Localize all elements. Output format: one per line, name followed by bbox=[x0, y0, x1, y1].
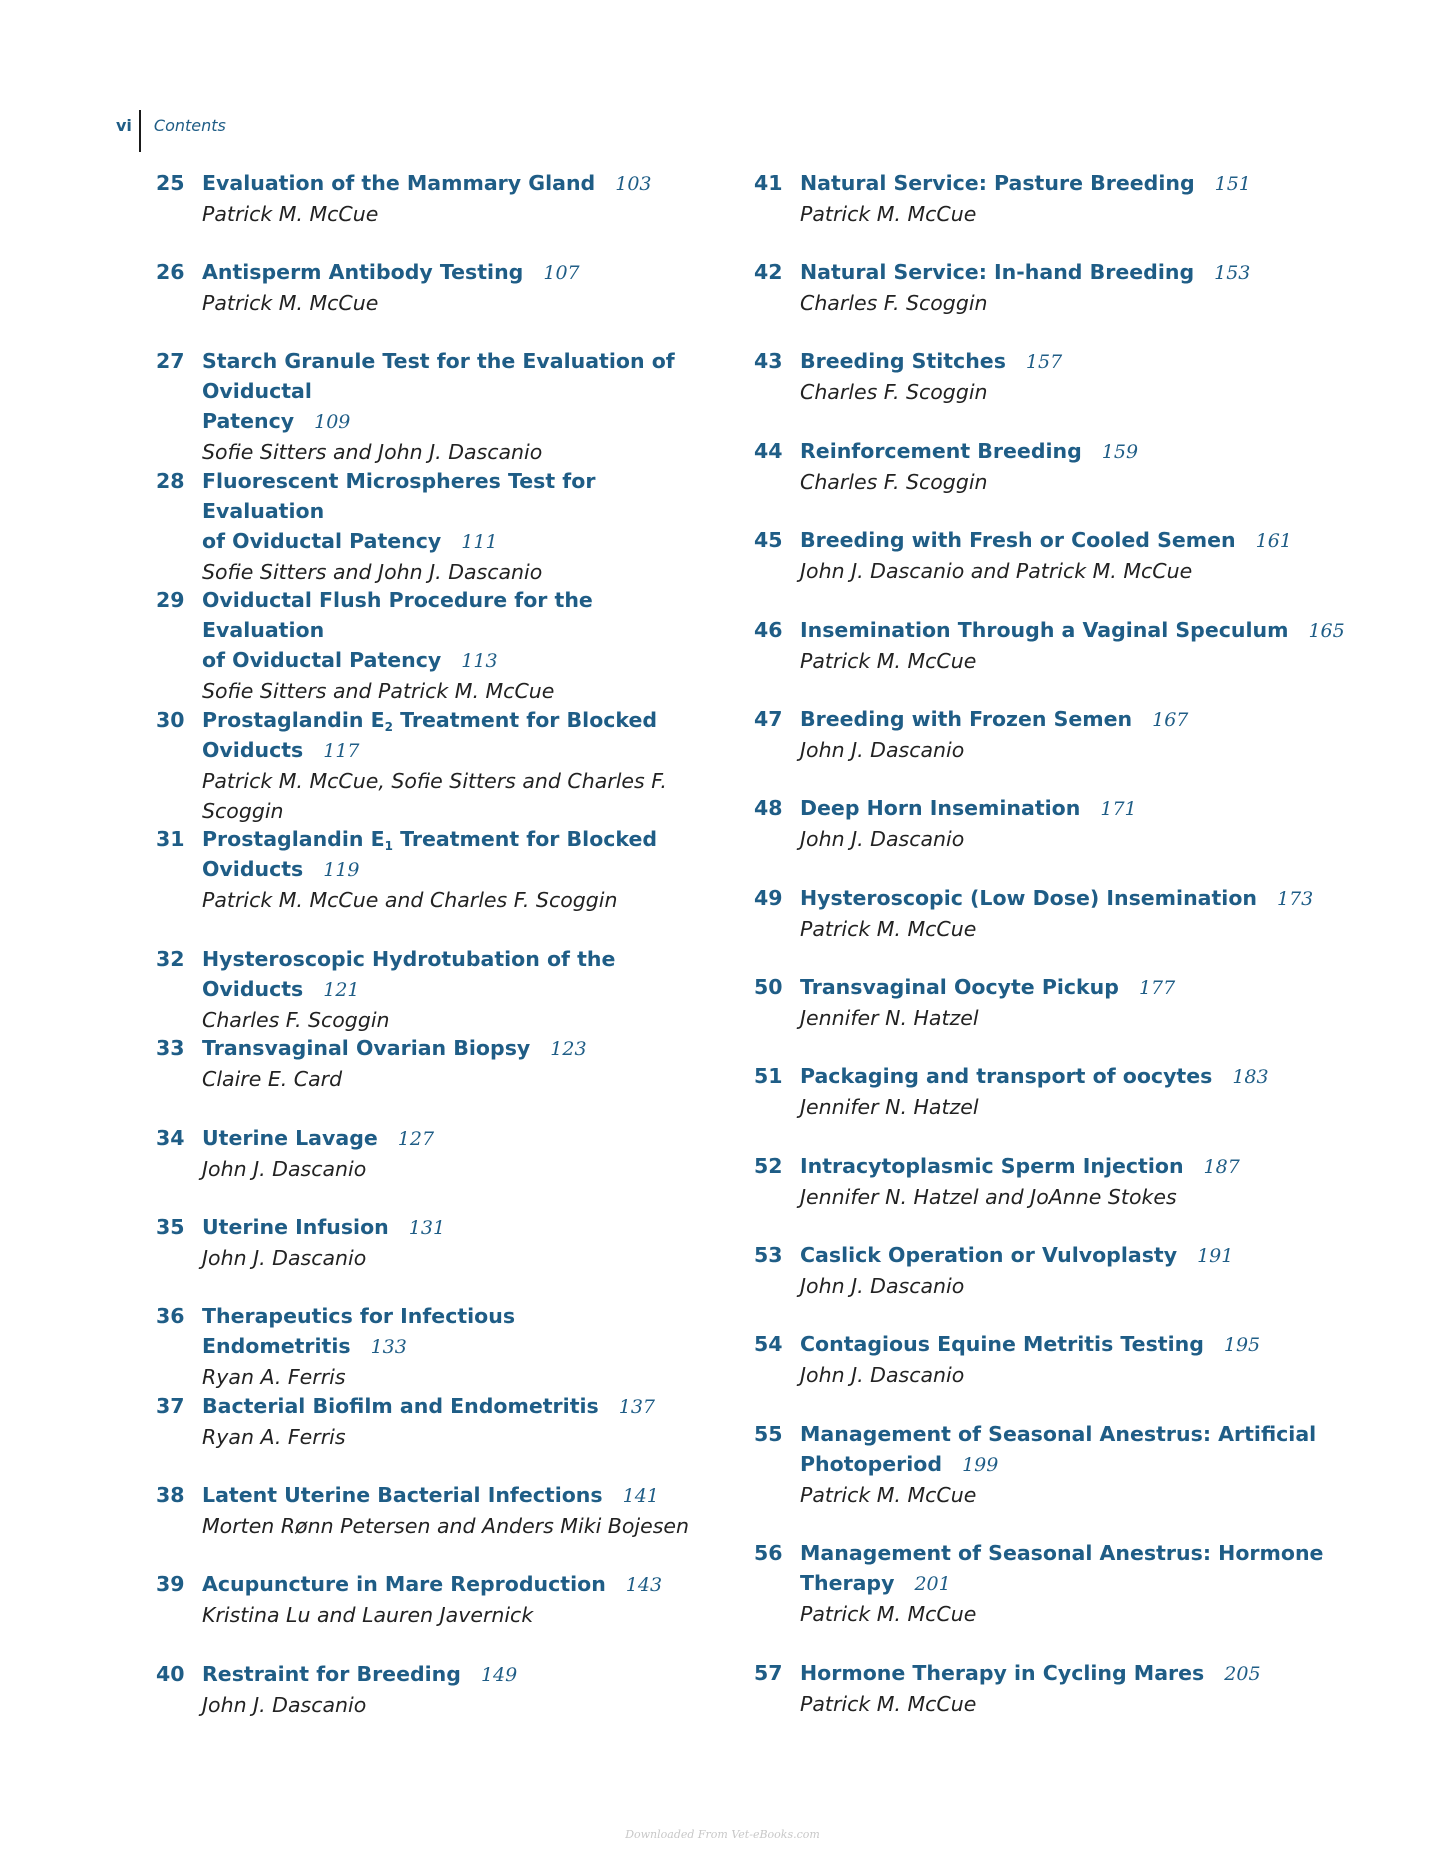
chapter-title-text: Prostaglandin E bbox=[202, 708, 385, 732]
chapter-page-number: 133 bbox=[370, 1336, 407, 1358]
chapter-title-text: Caslick Operation or Vulvoplasty bbox=[800, 1243, 1178, 1267]
chapter-title-text: Fluorescent Microspheres Test for Evaluation bbox=[202, 469, 596, 523]
chapter-title bbox=[202, 705, 716, 766]
toc-entry-body bbox=[202, 1659, 716, 1720]
chapter-title-text: Prostaglandin E bbox=[202, 827, 385, 851]
chapter-title-text: Intracytoplasmic Sperm Injection bbox=[800, 1154, 1184, 1178]
chapter-title-text: Management of Seasonal Anestrus: Hormone bbox=[800, 1541, 1324, 1565]
chapter-authors: John J. Dascanio bbox=[202, 1157, 367, 1181]
chapter-title bbox=[202, 1301, 716, 1362]
toc-entry-body bbox=[202, 1480, 716, 1541]
chapter-number: 29 bbox=[156, 588, 185, 612]
chapter-title-text: Therapy bbox=[800, 1571, 895, 1595]
chapter-title bbox=[202, 1569, 716, 1600]
chapter-title-text: Hysteroscopic (Low Dose) Insemination bbox=[800, 886, 1257, 910]
chapter-page-number: 165 bbox=[1308, 620, 1345, 642]
chapter-number: 37 bbox=[156, 1394, 185, 1418]
chapter-authors: Patrick M. McCue bbox=[202, 291, 379, 315]
chapter-title-text: Therapeutics for Infectious Endometritis bbox=[202, 1304, 516, 1358]
chapter-title bbox=[202, 1033, 716, 1064]
chapter-page-number: 109 bbox=[314, 411, 351, 433]
toc-entry-body bbox=[800, 257, 1354, 318]
toc-entry-body bbox=[800, 883, 1354, 944]
toc-entry-body bbox=[202, 1033, 716, 1094]
chapter-page-number: 173 bbox=[1277, 888, 1314, 910]
chapter-page-number: 113 bbox=[461, 650, 498, 672]
toc-entry-body bbox=[202, 1569, 716, 1630]
chapter-title-text: Natural Service: In-hand Breeding bbox=[800, 260, 1195, 284]
chapter-page-number: 161 bbox=[1255, 530, 1292, 552]
toc-entry bbox=[754, 1329, 1354, 1390]
chapter-title-text: Evaluation of the Mammary Gland bbox=[202, 171, 596, 195]
chapter-number: 30 bbox=[156, 708, 185, 732]
chapter-title-text: Oviducts bbox=[202, 738, 304, 762]
chapter-number: 38 bbox=[156, 1483, 185, 1507]
chapter-title-text: Bacterial Biofilm and Endometritis bbox=[202, 1394, 599, 1418]
chapter-page-number: 141 bbox=[622, 1485, 659, 1507]
chapter-title bbox=[800, 1538, 1354, 1599]
toc-entry bbox=[754, 1419, 1354, 1510]
toc-entry-body bbox=[800, 615, 1354, 676]
chapter-title-text: Contagious Equine Metritis Testing bbox=[800, 1332, 1204, 1356]
toc-entry-body bbox=[800, 704, 1354, 765]
chapter-title bbox=[202, 1659, 716, 1690]
chapter-number: 47 bbox=[754, 707, 783, 731]
chapter-title-text: Restraint for Breeding bbox=[202, 1662, 461, 1686]
chapter-page-number: 191 bbox=[1197, 1245, 1234, 1267]
toc-entry bbox=[754, 704, 1354, 765]
toc-entry bbox=[754, 1240, 1354, 1301]
chapter-title bbox=[202, 824, 716, 885]
chapter-page-number: 121 bbox=[323, 979, 360, 1001]
chapter-page-number: 103 bbox=[615, 173, 652, 195]
chapter-number: 32 bbox=[156, 947, 185, 971]
chapter-title bbox=[202, 466, 716, 557]
chapter-authors: Patrick M. McCue bbox=[800, 202, 977, 226]
toc-entry bbox=[156, 1033, 716, 1094]
chapter-authors: Morten Rønn Petersen and Anders Miki Bojesen bbox=[202, 1514, 689, 1538]
toc-entry bbox=[754, 1061, 1354, 1122]
chapter-title bbox=[800, 436, 1354, 467]
chapter-number: 51 bbox=[754, 1064, 783, 1088]
chapter-title-text: Deep Horn Insemination bbox=[800, 796, 1081, 820]
toc-entry bbox=[754, 257, 1354, 318]
toc-entry-body bbox=[202, 1123, 716, 1184]
chapter-title-text: Transvaginal Oocyte Pickup bbox=[800, 975, 1119, 999]
toc-entry-body bbox=[800, 1658, 1354, 1719]
toc-entry-body bbox=[202, 705, 716, 826]
chapter-number: 48 bbox=[754, 796, 783, 820]
toc-entry bbox=[156, 585, 716, 706]
chapter-title-text: Insemination Through a Vaginal Speculum bbox=[800, 618, 1289, 642]
chapter-title-text: Hormone Therapy in Cycling Mares bbox=[800, 1661, 1205, 1685]
toc-entry bbox=[156, 824, 716, 915]
chapter-authors: Jennifer N. Hatzel bbox=[800, 1006, 979, 1030]
chapter-page-number: 127 bbox=[397, 1128, 435, 1150]
chapter-number: 42 bbox=[754, 260, 783, 284]
toc-entry bbox=[156, 1301, 716, 1392]
chapter-number: 45 bbox=[754, 528, 783, 552]
chapter-page-number: 119 bbox=[323, 859, 360, 881]
toc-entry bbox=[156, 1391, 716, 1452]
chapter-authors: John J. Dascanio bbox=[202, 1246, 367, 1270]
toc-entry bbox=[754, 883, 1354, 944]
toc-entry bbox=[754, 1658, 1354, 1719]
chapter-authors: Charles F. Scoggin bbox=[800, 380, 988, 404]
chapter-number: 52 bbox=[754, 1154, 783, 1178]
toc-entry-body bbox=[800, 1061, 1354, 1122]
chapter-authors: Patrick M. McCue bbox=[202, 202, 379, 226]
chapter-authors: Kristina Lu and Lauren Javernick bbox=[202, 1603, 534, 1627]
chapter-page-number: 123 bbox=[550, 1038, 587, 1060]
chapter-title bbox=[202, 168, 716, 199]
chapter-authors: John J. Dascanio and Patrick M. McCue bbox=[800, 559, 1193, 583]
chapter-page-number: 157 bbox=[1025, 351, 1063, 373]
toc-entry bbox=[754, 525, 1354, 586]
toc-entry bbox=[156, 705, 716, 826]
chapter-title-text: Oviducts bbox=[202, 857, 304, 881]
chapter-title bbox=[800, 1240, 1354, 1271]
chapter-page-number: 167 bbox=[1152, 709, 1189, 731]
watermark: Downloaded From Vet-eBooks.com bbox=[625, 1828, 820, 1841]
chapter-number: 26 bbox=[156, 260, 185, 284]
chapter-page-number: 195 bbox=[1223, 1334, 1261, 1356]
chapter-title-text: Acupuncture in Mare Reproduction bbox=[202, 1572, 606, 1596]
chapter-authors: John J. Dascanio bbox=[800, 1274, 965, 1298]
chapter-title bbox=[800, 1151, 1354, 1182]
chapter-authors: Patrick M. McCue bbox=[800, 1483, 977, 1507]
toc-entry bbox=[156, 1212, 716, 1273]
chapter-title-text: Breeding with Frozen Semen bbox=[800, 707, 1133, 731]
chapter-title-text: Photoperiod bbox=[800, 1452, 943, 1476]
chapter-page-number: 159 bbox=[1101, 441, 1139, 463]
chapter-authors: Sofie Sitters and John J. Dascanio bbox=[202, 440, 543, 464]
chapter-number: 55 bbox=[754, 1422, 783, 1446]
chapter-number: 44 bbox=[754, 439, 783, 463]
toc-entry bbox=[754, 972, 1354, 1033]
chapter-title-text: Treatment for Blocked bbox=[392, 708, 658, 732]
toc-entry bbox=[156, 257, 716, 318]
chapter-title bbox=[800, 615, 1354, 646]
chapter-title-text: Packaging and transport of oocytes bbox=[800, 1064, 1213, 1088]
toc-entry bbox=[754, 346, 1354, 407]
chapter-number: 33 bbox=[156, 1036, 185, 1060]
chapter-authors: John J. Dascanio bbox=[800, 827, 965, 851]
chapter-authors: Patrick M. McCue, Sofie Sitters and Charles F. Scoggin bbox=[202, 769, 667, 823]
chapter-number: 40 bbox=[156, 1662, 185, 1686]
toc-entry-body bbox=[800, 525, 1354, 586]
toc-entry-body bbox=[800, 346, 1354, 407]
chapter-number: 43 bbox=[754, 349, 783, 373]
toc-entry-body bbox=[800, 1538, 1354, 1629]
chapter-title bbox=[202, 1212, 716, 1243]
chapter-title bbox=[800, 704, 1354, 735]
chapter-number: 49 bbox=[754, 886, 783, 910]
chapter-title bbox=[800, 793, 1354, 824]
chapter-number: 35 bbox=[156, 1215, 185, 1239]
chapter-title bbox=[800, 1061, 1354, 1092]
toc-entry bbox=[156, 1480, 716, 1541]
chapter-title bbox=[800, 1329, 1354, 1360]
toc-entry-body bbox=[800, 1419, 1354, 1510]
toc-entry-body bbox=[202, 346, 716, 467]
toc-entry-body bbox=[800, 1151, 1354, 1212]
chapter-title bbox=[800, 168, 1354, 199]
toc-entry-body bbox=[800, 1329, 1354, 1390]
chapter-page-number: 171 bbox=[1100, 798, 1137, 820]
chapter-authors: Sofie Sitters and John J. Dascanio bbox=[202, 560, 543, 584]
chapter-number: 57 bbox=[754, 1661, 783, 1685]
chapter-title-text: Transvaginal Ovarian Biopsy bbox=[202, 1036, 531, 1060]
toc-entry bbox=[156, 944, 716, 1035]
chapter-authors: Patrick M. McCue bbox=[800, 649, 977, 673]
chapter-page-number: 205 bbox=[1224, 1663, 1261, 1685]
chapter-title-text: Uterine Infusion bbox=[202, 1215, 389, 1239]
toc-entry-body bbox=[202, 168, 716, 229]
toc-entry-body bbox=[202, 1391, 716, 1452]
toc-entry bbox=[754, 1151, 1354, 1212]
chapter-title-text: Breeding with Fresh or Cooled Semen bbox=[800, 528, 1236, 552]
toc-entry bbox=[754, 1538, 1354, 1629]
chapter-authors: Charles F. Scoggin bbox=[800, 291, 988, 315]
chapter-page-number: 199 bbox=[962, 1454, 999, 1476]
toc-entry-body bbox=[202, 257, 716, 318]
chapter-authors: John J. Dascanio bbox=[800, 1363, 965, 1387]
toc-entry bbox=[156, 1659, 716, 1720]
chapter-title-text: of Oviductal Patency bbox=[202, 648, 442, 672]
chapter-title bbox=[202, 585, 716, 676]
chapter-number: 36 bbox=[156, 1304, 185, 1328]
chapter-title bbox=[800, 1419, 1354, 1480]
chapter-number: 34 bbox=[156, 1126, 185, 1150]
chapter-authors: John J. Dascanio bbox=[800, 738, 965, 762]
chapter-number: 46 bbox=[754, 618, 783, 642]
chapter-title bbox=[800, 346, 1354, 377]
toc-entry bbox=[754, 168, 1354, 229]
chapter-title-text: Reinforcement Breeding bbox=[800, 439, 1082, 463]
toc-entry-body bbox=[800, 793, 1354, 854]
chapter-authors: Patrick M. McCue bbox=[800, 917, 977, 941]
chapter-title-text: Patency bbox=[202, 409, 295, 433]
chapter-title bbox=[800, 525, 1354, 556]
toc-entry-body bbox=[800, 1240, 1354, 1301]
chapter-number: 56 bbox=[754, 1541, 783, 1565]
chapter-number: 28 bbox=[156, 469, 185, 493]
chapter-title-text: Breeding Stitches bbox=[800, 349, 1006, 373]
chapter-title bbox=[202, 1123, 716, 1154]
chapter-page-number: 107 bbox=[543, 262, 580, 284]
toc-entry bbox=[156, 346, 716, 467]
chapter-title-subscript: 2 bbox=[384, 720, 393, 734]
chapter-authors: Ryan A. Ferris bbox=[202, 1425, 346, 1449]
chapter-title bbox=[202, 1391, 716, 1422]
chapter-title-text: Natural Service: Pasture Breeding bbox=[800, 171, 1195, 195]
running-head: Contents bbox=[153, 116, 226, 135]
toc-entry bbox=[754, 615, 1354, 676]
chapter-number: 54 bbox=[754, 1332, 783, 1356]
chapter-page-number: 151 bbox=[1214, 173, 1251, 195]
chapter-title bbox=[202, 1480, 716, 1511]
toc-entry-body bbox=[202, 1212, 716, 1273]
chapter-authors: Claire E. Card bbox=[202, 1067, 343, 1091]
chapter-title-text: Uterine Lavage bbox=[202, 1126, 378, 1150]
chapter-number: 53 bbox=[754, 1243, 783, 1267]
chapter-number: 39 bbox=[156, 1572, 185, 1596]
chapter-number: 31 bbox=[156, 827, 185, 851]
chapter-authors: Charles F. Scoggin bbox=[202, 1008, 390, 1032]
chapter-page-number: 143 bbox=[625, 1574, 663, 1596]
toc-entry bbox=[156, 1569, 716, 1630]
page-number: vi bbox=[116, 116, 132, 135]
toc-entry-body bbox=[202, 1301, 716, 1392]
chapter-number: 41 bbox=[754, 171, 783, 195]
chapter-title-text: Hysteroscopic Hydrotubation of the Oviducts bbox=[202, 947, 616, 1001]
chapter-authors: John J. Dascanio bbox=[202, 1693, 367, 1717]
chapter-page-number: 117 bbox=[323, 740, 360, 762]
chapter-title-text: Management of Seasonal Anestrus: Artificial bbox=[800, 1422, 1317, 1446]
chapter-authors: Charles F. Scoggin bbox=[800, 470, 988, 494]
chapter-title-text: Latent Uterine Bacterial Infections bbox=[202, 1483, 603, 1507]
chapter-page-number: 177 bbox=[1138, 977, 1176, 999]
chapter-number: 27 bbox=[156, 349, 185, 373]
chapter-page-number: 187 bbox=[1203, 1156, 1240, 1178]
page-header bbox=[116, 110, 226, 154]
chapter-page-number: 149 bbox=[480, 1664, 518, 1686]
chapter-authors: Sofie Sitters and Patrick M. McCue bbox=[202, 679, 555, 703]
chapter-page-number: 111 bbox=[461, 531, 498, 553]
chapter-title bbox=[800, 883, 1354, 914]
chapter-page-number: 201 bbox=[914, 1573, 951, 1595]
chapter-number: 50 bbox=[754, 975, 783, 999]
toc-entry-body bbox=[800, 168, 1354, 229]
toc-entry-body bbox=[800, 436, 1354, 497]
chapter-authors: Jennifer N. Hatzel and JoAnne Stokes bbox=[800, 1185, 1177, 1209]
chapter-authors: Ryan A. Ferris bbox=[202, 1365, 346, 1389]
toc-entry-body bbox=[202, 585, 716, 706]
chapter-number: 25 bbox=[156, 171, 185, 195]
toc-entry-body bbox=[800, 972, 1354, 1033]
chapter-title bbox=[800, 972, 1354, 1003]
chapter-title-text: Antisperm Antibody Testing bbox=[202, 260, 524, 284]
chapter-authors: Patrick M. McCue bbox=[800, 1692, 977, 1716]
chapter-page-number: 137 bbox=[618, 1396, 655, 1418]
chapter-page-number: 153 bbox=[1214, 262, 1251, 284]
chapter-authors: Patrick M. McCue and Charles F. Scoggin bbox=[202, 888, 618, 912]
chapter-page-number: 183 bbox=[1232, 1066, 1269, 1088]
chapter-title bbox=[202, 346, 716, 437]
chapter-title-text: Treatment for Blocked bbox=[392, 827, 658, 851]
chapter-title-subscript: 1 bbox=[384, 839, 393, 853]
toc-entry bbox=[156, 466, 716, 587]
chapter-title bbox=[202, 944, 716, 1005]
chapter-title-text: Starch Granule Test for the Evaluation of Oviductal bbox=[202, 349, 675, 403]
toc-entry bbox=[754, 436, 1354, 497]
toc-entry bbox=[156, 168, 716, 229]
toc-entry bbox=[754, 793, 1354, 854]
toc-entry bbox=[156, 1123, 716, 1184]
chapter-title-text: of Oviductal Patency bbox=[202, 529, 442, 553]
chapter-page-number: 131 bbox=[408, 1217, 446, 1239]
chapter-authors: Patrick M. McCue bbox=[800, 1602, 977, 1626]
toc-entry-body bbox=[202, 944, 716, 1035]
chapter-title bbox=[202, 257, 716, 288]
toc-entry-body bbox=[202, 824, 716, 915]
chapter-authors: Jennifer N. Hatzel bbox=[800, 1095, 979, 1119]
chapter-title bbox=[800, 1658, 1354, 1689]
chapter-title-text: Oviductal Flush Procedure for the Evaluation bbox=[202, 588, 593, 642]
toc-entry-body bbox=[202, 466, 716, 587]
chapter-title bbox=[800, 257, 1354, 288]
